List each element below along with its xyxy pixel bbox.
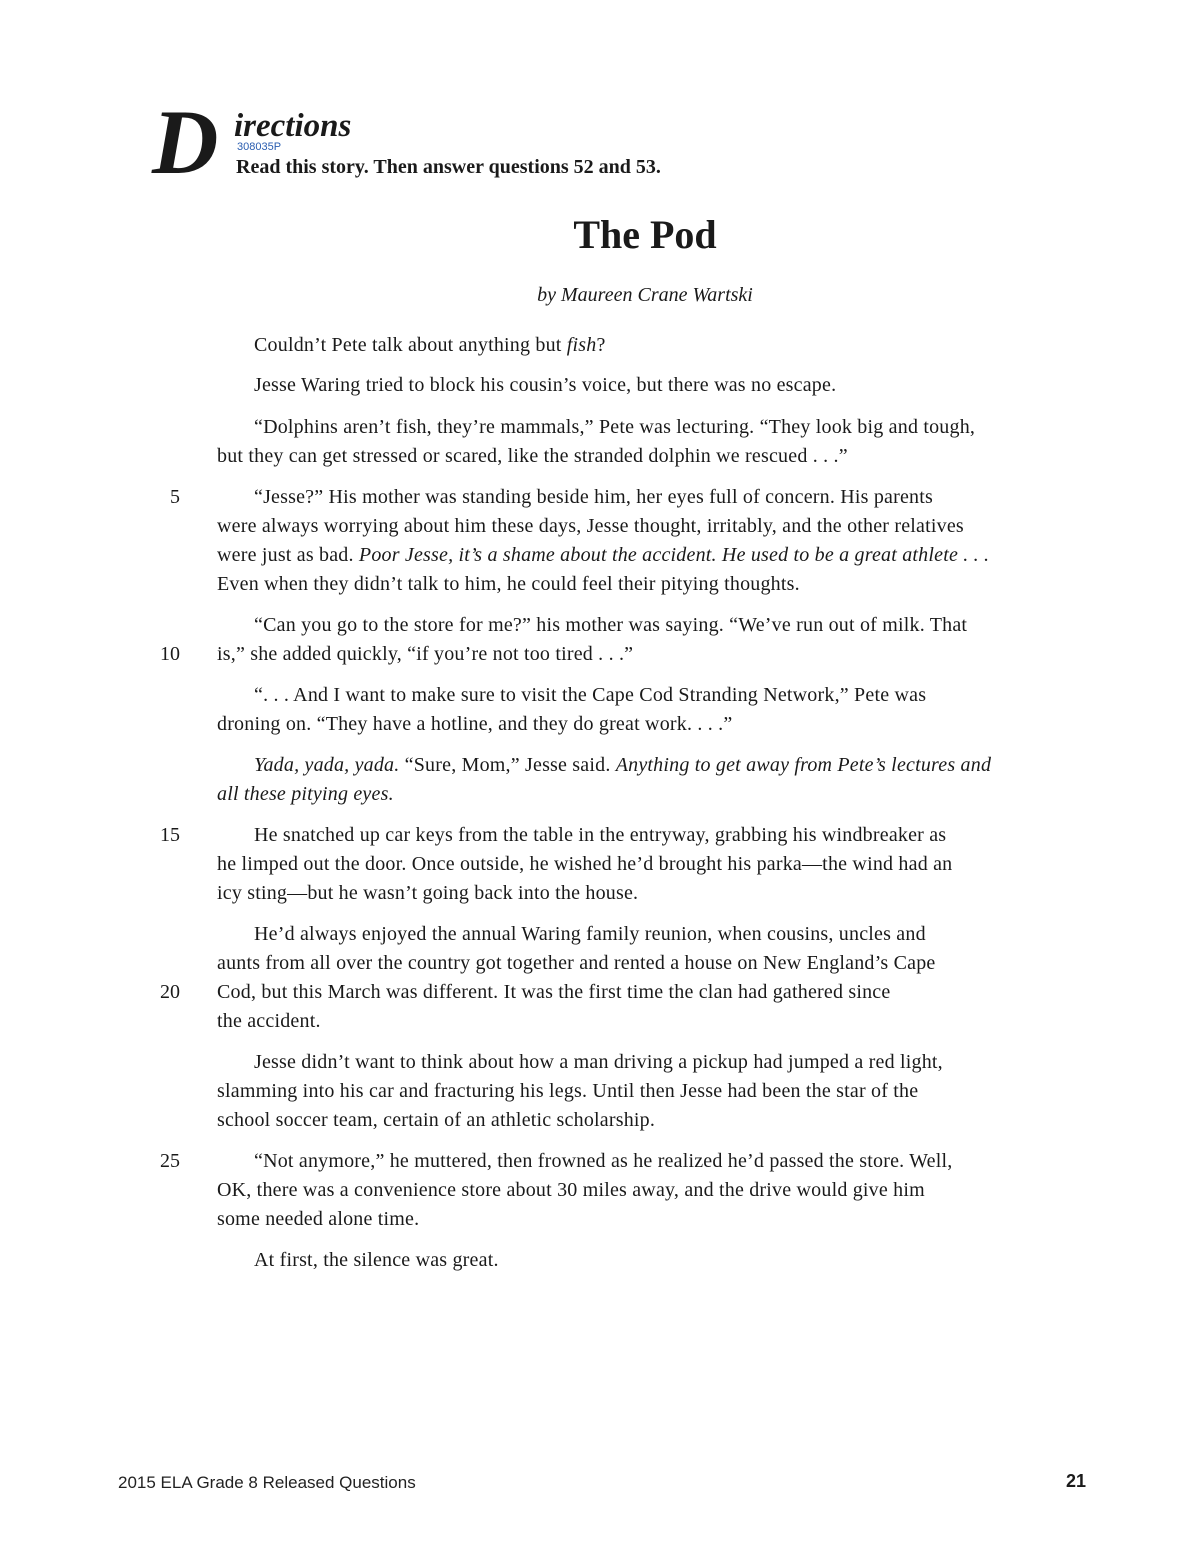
text-run: Poor Jesse, it’s a shame about the accident. He used to be a great athlete . . .	[358, 544, 990, 566]
paragraph-line: droning on. “They have a hotline, and they do great work. . . .”	[217, 713, 733, 735]
paragraph-line: some needed alone time.	[217, 1208, 420, 1230]
story-paragraph	[217, 920, 1097, 1036]
paragraph-line: “Jesse?” His mother was standing beside him, her eyes full of concern. His parents	[254, 486, 933, 508]
paragraph-line: He snatched up car keys from the table in the entryway, grabbing his windbreaker as	[254, 824, 947, 846]
item-code: 308035P	[237, 141, 282, 153]
text-run: were just as bad.	[217, 544, 359, 566]
paragraph-line: OK, there was a convenience store about 30 miles away, and the drive would give him	[217, 1179, 925, 1201]
text-run: Couldn’t Pete talk about anything but	[254, 334, 567, 356]
story-paragraph	[217, 1048, 1097, 1135]
instructions: Read this story. Then answer questions 52 and 53.	[236, 156, 661, 178]
paragraph-line: “Dolphins aren’t fish, they’re mammals,” Pete was lecturing. “They look big and tough,	[254, 416, 976, 438]
story-paragraph	[217, 1246, 1097, 1275]
story-paragraph	[217, 331, 1097, 360]
paragraph-line: Jesse Waring tried to block his cousin’s voice, but there was no escape.	[254, 374, 837, 396]
paragraph-line: but they can get stressed or scared, like the stranded dolphin we rescued . . .”	[217, 445, 848, 467]
line-number: 15	[160, 824, 180, 846]
paragraph-line: the accident.	[217, 1010, 321, 1032]
text-run: Yada, yada, yada.	[254, 754, 400, 776]
text-run: “Sure, Mom,” Jesse said.	[399, 754, 616, 776]
paragraph-line: is,” she added quickly, “if you’re not too tired . . .”	[217, 643, 634, 665]
paragraph-line: “Not anymore,” he muttered, then frowned as he realized he’d passed the store. Well,	[254, 1150, 953, 1172]
directions-heading: irections	[234, 108, 352, 144]
paragraph-line	[217, 751, 1097, 780]
story-paragraph	[217, 483, 1097, 599]
paragraph-line: He’d always enjoyed the annual Waring family reunion, when cousins, uncles and	[254, 923, 926, 945]
story-title: The Pod	[573, 212, 717, 257]
text-run: fish	[566, 334, 597, 356]
line-number: 5	[170, 486, 180, 508]
line-number: 20	[160, 981, 180, 1003]
paragraph-line: Even when they didn’t talk to him, he could feel their pitying thoughts.	[217, 573, 800, 595]
paragraph-line	[217, 541, 1097, 570]
paragraph-line: slamming into his car and fracturing his legs. Until then Jesse had been the star of the	[217, 1080, 919, 1102]
text-run: ?	[596, 334, 606, 356]
paragraph-line: “Can you go to the store for me?” his mother was saying. “We’ve run out of milk. That	[254, 614, 968, 636]
byline: by Maureen Crane Wartski	[537, 284, 753, 306]
story-paragraph	[217, 821, 1097, 908]
story-paragraph	[217, 413, 1097, 471]
story-paragraph	[217, 1147, 1097, 1234]
paragraph-line: aunts from all over the country got together and rented a house on New England’s Cape	[217, 952, 936, 974]
footer-title: 2015 ELA Grade 8 Released Questions	[118, 1473, 416, 1492]
story-paragraph	[217, 681, 1097, 739]
directions-initial: D	[152, 91, 219, 193]
line-number: 10	[160, 643, 180, 665]
story-paragraph	[217, 751, 1097, 809]
page-number: 21	[1065, 1471, 1086, 1491]
paragraph-line: icy sting—but he wasn’t going back into the house.	[217, 882, 639, 904]
paragraph-line: Cod, but this March was different. It was the first time the clan had gathered since	[217, 981, 891, 1003]
line-number: 25	[160, 1150, 180, 1172]
paragraph-line: Jesse didn’t want to think about how a man driving a pickup had jumped a red light,	[254, 1051, 943, 1073]
story-paragraph	[217, 611, 1097, 669]
text-run: Anything to get away from Pete’s lectures and	[615, 754, 992, 776]
story-paragraph	[217, 371, 1097, 400]
paragraph-line: all these pitying eyes.	[217, 783, 394, 805]
paragraph-line: “. . . And I want to make sure to visit the Cape Cod Stranding Network,” Pete was	[254, 684, 927, 706]
paragraph-line: he limped out the door. Once outside, he wished he’d brought his parka—the wind had an	[217, 853, 953, 875]
paragraph-line: At first, the silence was great.	[254, 1249, 499, 1271]
paragraph-line: were always worrying about him these days, Jesse thought, irritably, and the other relatives	[217, 515, 964, 537]
paragraph-line	[217, 331, 1097, 360]
paragraph-line: school soccer team, certain of an athletic scholarship.	[217, 1109, 656, 1131]
